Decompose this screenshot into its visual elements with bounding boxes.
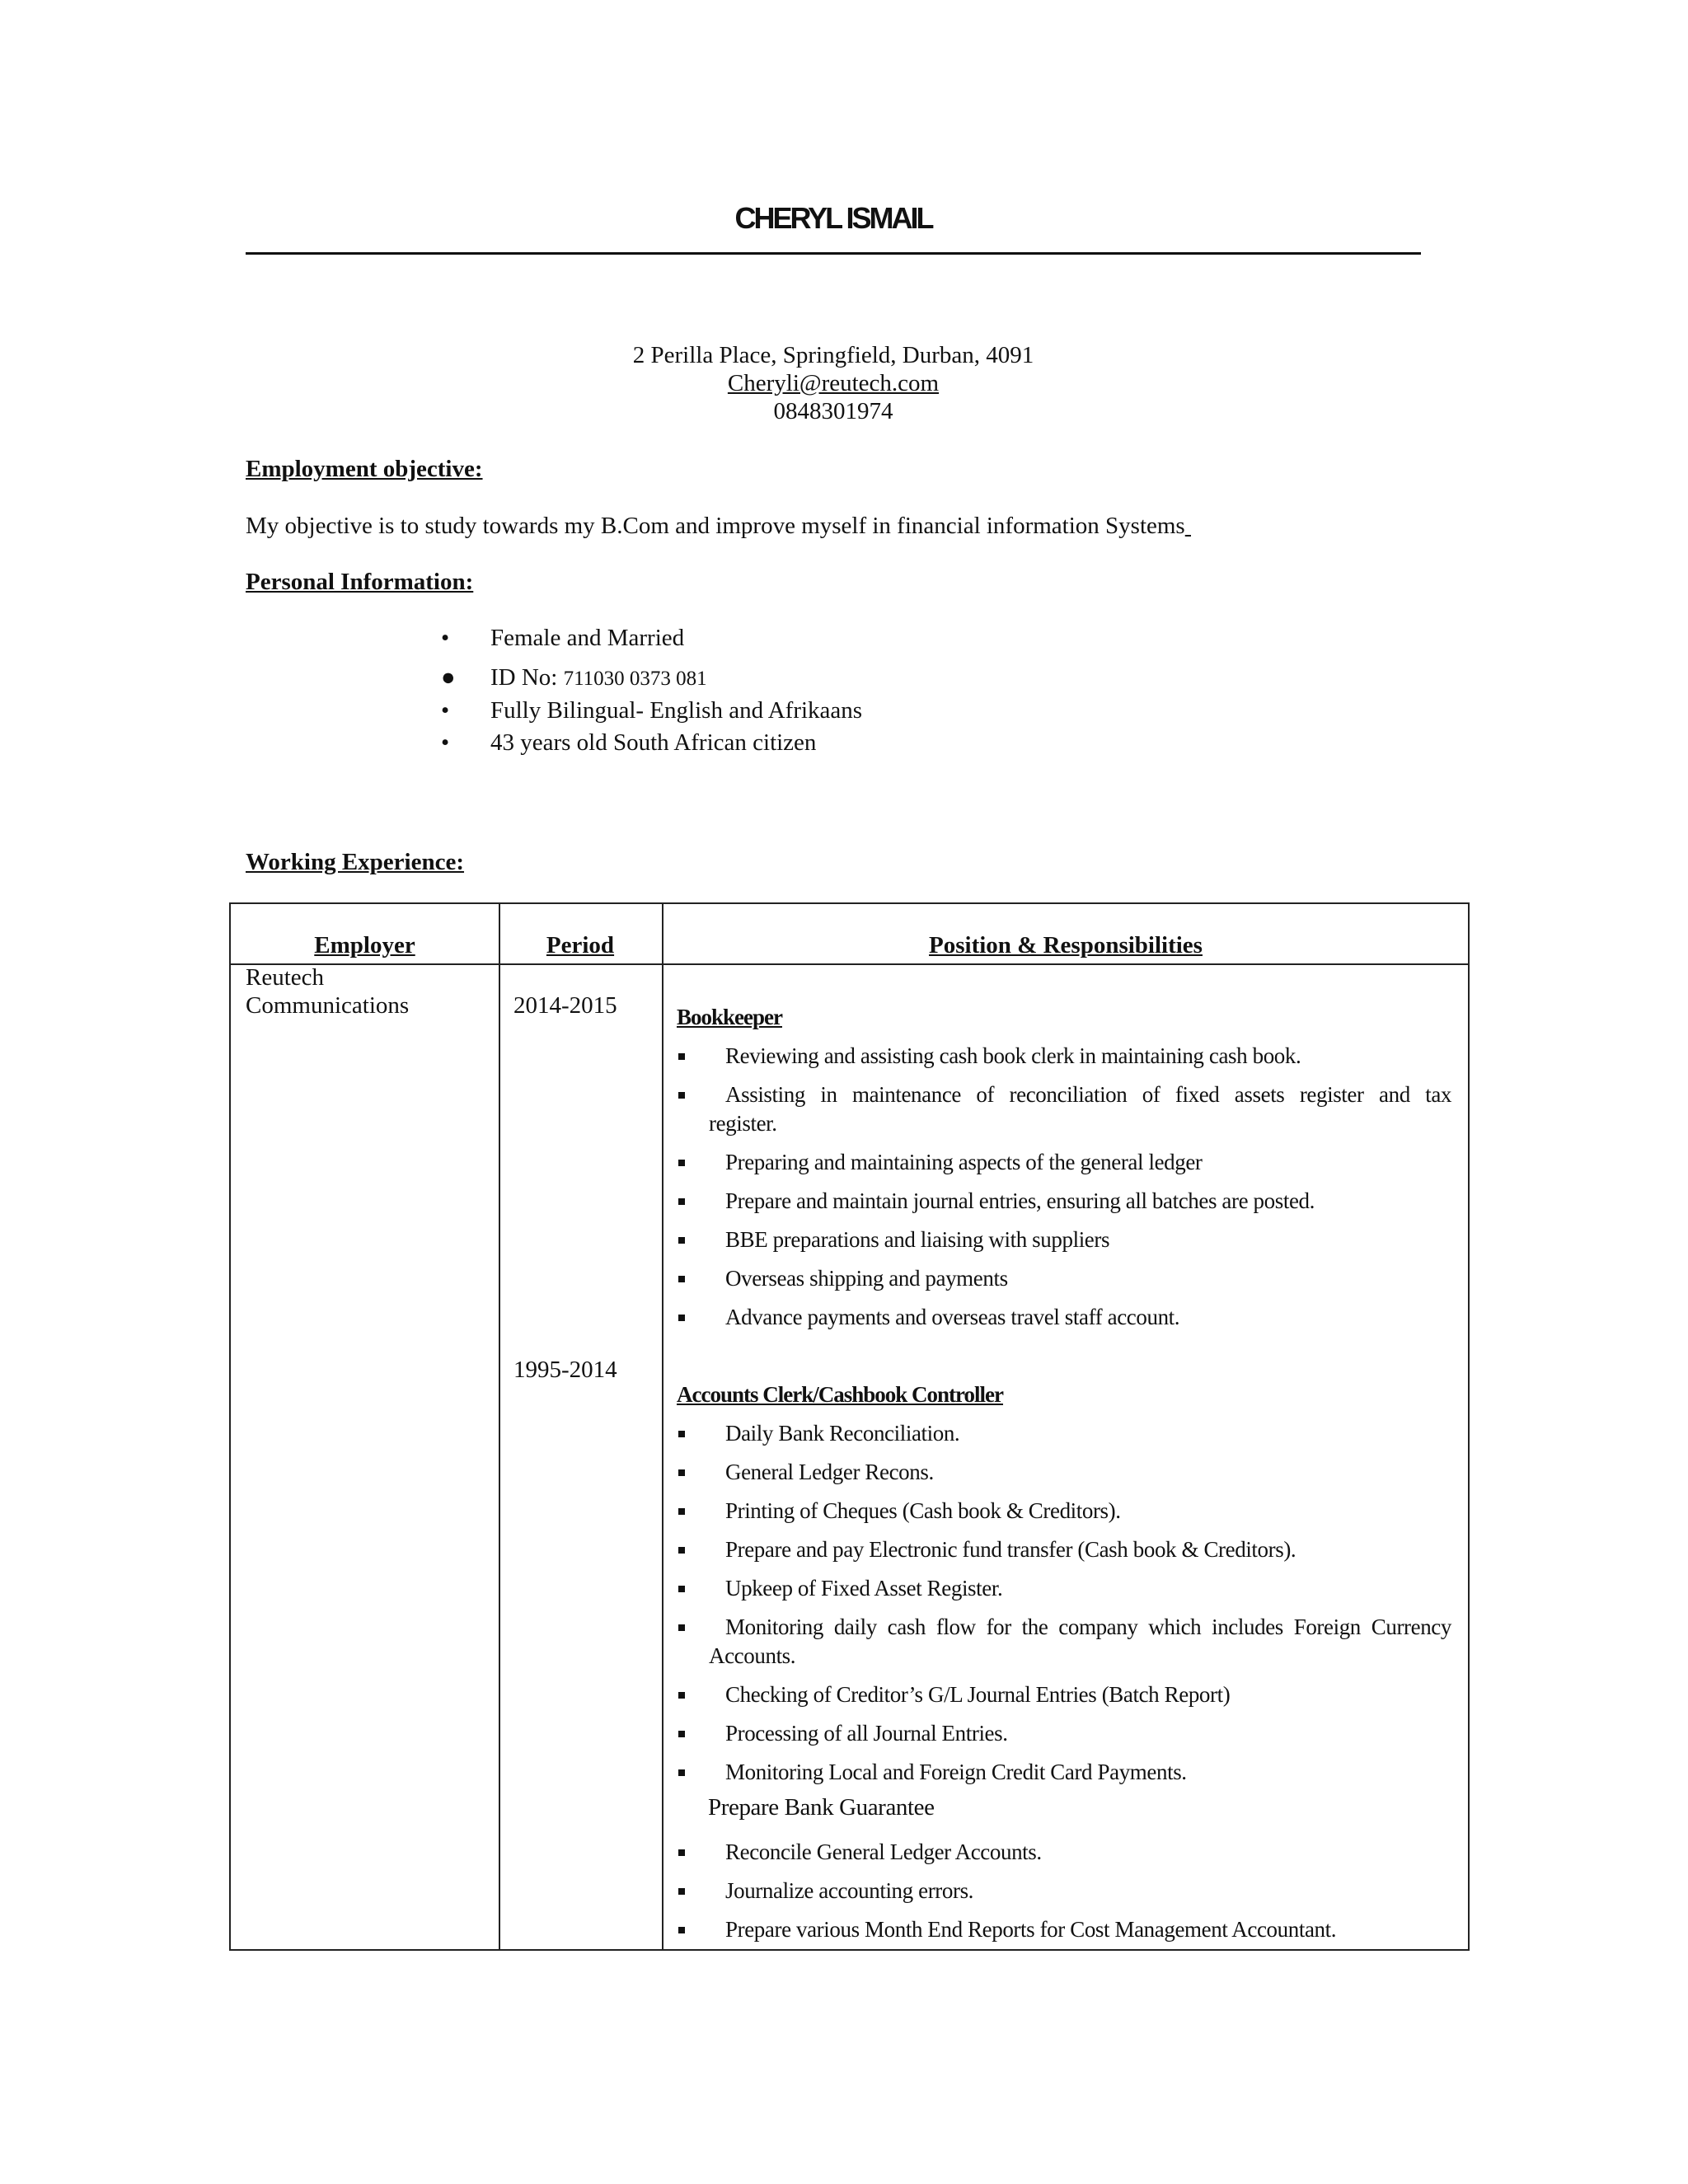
personal-heading: Personal Information: [246, 569, 474, 595]
list-item: Processing of all Journal Entries. [677, 1719, 1451, 1758]
list-item: General Ledger Recons. [677, 1458, 1451, 1497]
email-link[interactable]: Cheryli@reutech.com [727, 370, 940, 396]
square-bullet-icon [678, 1586, 685, 1592]
id-label: ID No: [490, 664, 564, 691]
square-bullet-icon [678, 1053, 685, 1060]
list-item-text: Female and Married [490, 625, 685, 651]
square-bullet-icon [678, 1237, 685, 1244]
square-bullet-icon [678, 1849, 685, 1856]
square-bullet-icon [678, 1769, 685, 1776]
contact-block [246, 341, 1421, 425]
square-bullet-icon [678, 1160, 685, 1166]
list-item: Checking of Creditor’s G/L Journal Entries (Batch Report) [677, 1680, 1451, 1719]
employer-cell [246, 963, 409, 1019]
list-item: Journalize accounting errors. [677, 1877, 1451, 1915]
responsibility-list [677, 1042, 1451, 1342]
list-item: Reconcile General Ledger Accounts. [677, 1838, 1451, 1877]
column-header-position: Position & Responsibilities [929, 932, 1203, 958]
objective-heading: Employment objective: [246, 456, 483, 482]
experience-heading: Working Experience: [246, 849, 465, 875]
address: 2 Perilla Place, Springfield, Durban, 4091 [632, 342, 1034, 368]
role-title: Accounts Clerk/Cashbook Controller [677, 1382, 1004, 1407]
square-bullet-icon [678, 1469, 685, 1476]
list-item: Printing of Cheques (Cash book & Creditors). [677, 1497, 1451, 1535]
list-item [441, 697, 862, 729]
column-divider [662, 904, 663, 1949]
square-bullet-icon [678, 1315, 685, 1321]
employer-line: Communications [246, 992, 410, 1019]
square-bullet-icon [678, 1624, 685, 1631]
square-bullet-icon [678, 1692, 685, 1699]
personal-list [441, 625, 862, 757]
bullet-icon: • [441, 697, 450, 724]
period-cell: 2014-2015 [513, 992, 617, 1019]
bullet-icon: • [441, 729, 450, 756]
square-bullet-icon [678, 1888, 685, 1895]
list-item: Daily Bank Reconciliation. [677, 1419, 1451, 1458]
list-item [441, 625, 862, 664]
list-item: Upkeep of Fixed Asset Register. [677, 1574, 1451, 1613]
bullet-icon: ● [441, 664, 456, 691]
experience-table [229, 902, 1470, 1951]
employer-line: Reutech [246, 964, 325, 991]
list-item: Prepare various Month End Reports for Cost Management Accountant. [677, 1915, 1451, 1954]
square-bullet-icon [678, 1198, 685, 1205]
responsibility-list [677, 1419, 1451, 1954]
list-item: Prepare Bank Guarantee [708, 1794, 935, 1821]
list-item: Advance payments and overseas travel staff account. [677, 1303, 1451, 1342]
square-bullet-icon [678, 1431, 685, 1437]
list-item: Overseas shipping and payments [677, 1264, 1451, 1303]
list-item: Monitoring Local and Foreign Credit Card Payments. [677, 1758, 1451, 1793]
list-item [441, 664, 862, 697]
square-bullet-icon [678, 1092, 685, 1099]
resume-name: CHERYL ISMAIL [734, 201, 932, 235]
list-item: Reviewing and assisting cash book clerk in maintaining cash book. [677, 1042, 1451, 1080]
phone: 0848301974 [773, 398, 893, 424]
list-item-text: 43 years old South African citizen [490, 729, 817, 756]
list-item: Prepare and maintain journal entries, ensuring all batches are posted. [677, 1187, 1451, 1226]
list-item: BBE preparations and liaising with suppliers [677, 1226, 1451, 1264]
square-bullet-icon [678, 1276, 685, 1282]
id-value: 711030 0373 081 [563, 668, 707, 690]
objective-text [246, 513, 1191, 540]
list-item: Assisting in maintenance of reconciliation of fixed assets register and tax register. [677, 1080, 1451, 1148]
role-title: Bookkeeper [677, 1005, 782, 1029]
period-cell: 1995-2014 [513, 1357, 617, 1383]
list-item: Preparing and maintaining aspects of the general ledger [677, 1148, 1451, 1187]
square-bullet-icon [678, 1927, 685, 1933]
column-header-employer: Employer [314, 932, 415, 958]
square-bullet-icon [678, 1731, 685, 1737]
list-item: Monitoring daily cash flow for the company which includes Foreign Currency Accounts. [677, 1613, 1451, 1680]
square-bullet-icon [678, 1547, 685, 1554]
column-divider [499, 904, 500, 1949]
list-item [441, 729, 862, 757]
title-rule [246, 252, 1421, 255]
objective-text-content: My objective is to study towards my B.Com and improve myself in financial information Systems [246, 513, 1185, 539]
list-item: Prepare and pay Electronic fund transfer (Cash book & Creditors). [677, 1535, 1451, 1574]
bullet-icon: • [441, 625, 450, 651]
list-item-text: Fully Bilingual- English and Afrikaans [490, 697, 863, 724]
header-divider [231, 963, 1468, 965]
square-bullet-icon [678, 1508, 685, 1515]
column-header-period: Period [546, 932, 615, 958]
